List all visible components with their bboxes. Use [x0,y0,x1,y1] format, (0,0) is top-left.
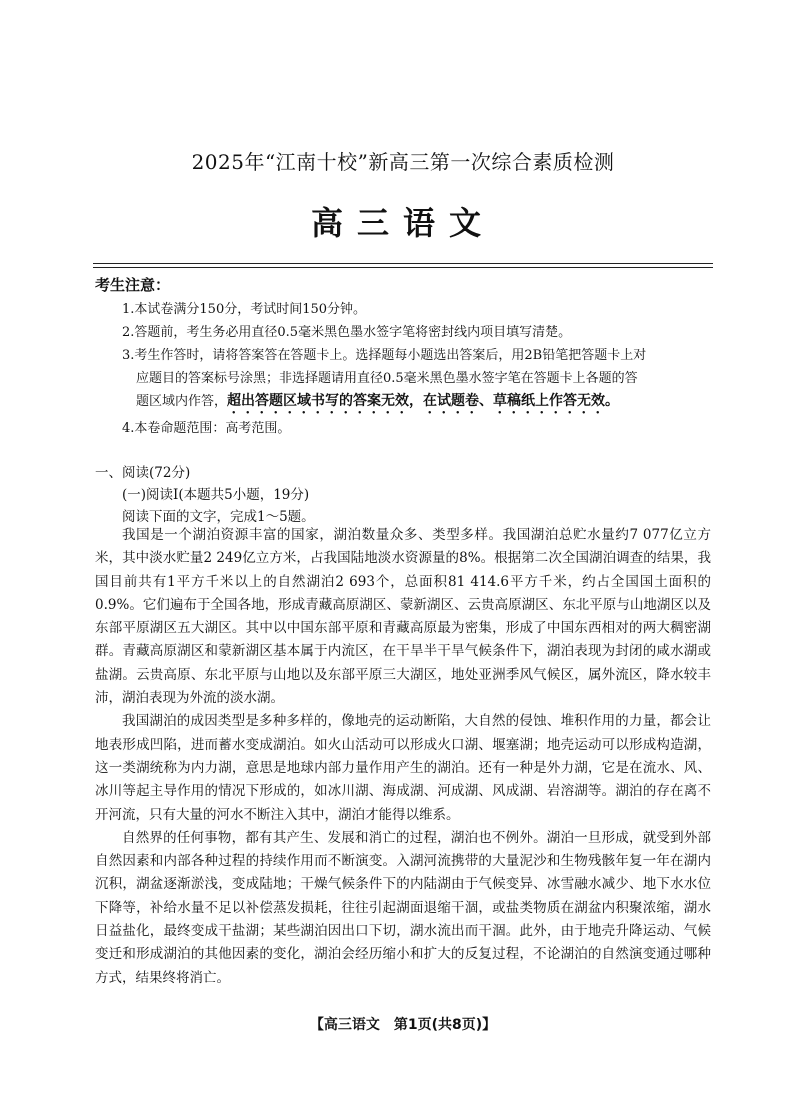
notice-item-cont [122,390,710,417]
passage-paragraph: 我国是一个湖泊资源丰富的国家，湖泊数量众多、类型多样。我国湖泊总贮水量约7 077亿立方米，其中淡水贮量2 249亿立方米，占我国陆地淡水资源量的8%。根据第二次全国湖泊调查的结果，我国目前共有1平方千米以上的自然湖泊2 693个，总面积81 414.6平方千米，约占全国国土面积的0.9%。它们遍布于全国各地，形成青藏高原湖区、蒙新湖区、云贵高原湖区、东北平原与山地湖区以及东部平原湖区五大湖区。其中以中国东部平原和青藏高原最为密集，形成了中国东西相对的两大稠密湖群。青藏高原湖区和蒙新湖区基本属于内流区，在干旱半干旱气候条件下，湖泊表现为封闭的咸水湖或盐湖。云贵高原、东北平原与山地以及东部平原三大湖区，地处亚洲季风气候区，属外流区，降水较丰沛，湖泊表现为外流的淡水湖。 [95,527,711,707]
notice-heading: 考生注意： [95,276,171,294]
notice-list [122,298,710,440]
exam-title: 2025年“江南十校”新高三第一次综合素质检测 [191,150,615,174]
notice-emphasis: 超出答题区域书写的答案无效，在试题卷、草稿纸上作答无效。 [227,393,620,409]
section-instruction: 阅读下面的文字，完成1～5题。 [122,509,315,525]
notice-item: 1.本试卷满分150分，考试时间150分钟。 [122,302,367,317]
page-footer: 【高三语文 第1页(共8页)】 [309,1017,497,1033]
notice-item-cont-text: 题区域内作答， [136,394,228,409]
section-heading: 一、阅读(72分) [95,465,191,481]
divider-top [93,263,713,264]
notice-item: 4.本卷命题范围：高考范围。 [122,421,291,436]
passage-paragraph: 自然界的任何事物，都有其产生、发展和消亡的过程，湖泊也不例外。湖泊一旦形成，就受到外部自然因素和内部各种过程的持续作用而不断演变。入湖河流携带的大量泥沙和生物残骸年复一年在湖内沉积，湖盆逐渐淤浅，变成陆地；干燥气候条件下的内陆湖由于气候变异、冰雪融水减少、地下水水位下降等，补给水量不足以补偿蒸发损耗，往往引起湖面退缩干涸，或盐类物质在湖盆内积聚浓缩，湖水日益盐化，最终变成干盐湖；某些湖泊因出口下切，湖水流出而干涸。此外，由于地壳升降运动、气候变迁和形成湖泊的其他因素的变化，湖泊会经历缩小和扩大的反复过程，不论湖泊的自然演变通过哪种方式，结果终将消亡。 [95,829,711,986]
subject-title: 高三语文 [310,204,495,242]
divider-bottom [93,267,713,268]
passage-paragraph: 我国湖泊的成因类型是多种多样的，像地壳的运动断陷，大自然的侵蚀、堆积作用的力量，都会让地表形成凹陷，进而蓄水变成湖泊。如火山活动可以形成火口湖、堰塞湖；地壳运动可以形成构造湖，这一类湖统称为内力湖，意思是地球内部力量作用产生的湖泊。还有一种是外力湖，它是在流水、风、冰川等起主导作用的情况下形成的，如冰川湖、海成湖、河成湖、风成湖、岩溶湖等。湖泊的存在离不开河流，只有大量的河水不断注入其中，湖泊才能得以维系。 [95,713,711,823]
notice-item-cont: 应题目的答案标号涂黑；非选择题请用直径0.5毫米黑色墨水签字笔在答题卡上各题的答 [136,371,638,386]
notice-item: 3.考生作答时，请将答案答在答题卡上。选择题每小题选出答案后，用2B铅笔把答题卡上对 [122,348,647,363]
reading-passage [95,524,711,990]
section-subheading: (一)阅读Ⅰ(本题共5小题，19分) [122,487,310,503]
notice-item: 2.答题前，考生务必用直径0.5毫米黑色墨水签字笔将密封线内项目填写清楚。 [122,325,572,340]
